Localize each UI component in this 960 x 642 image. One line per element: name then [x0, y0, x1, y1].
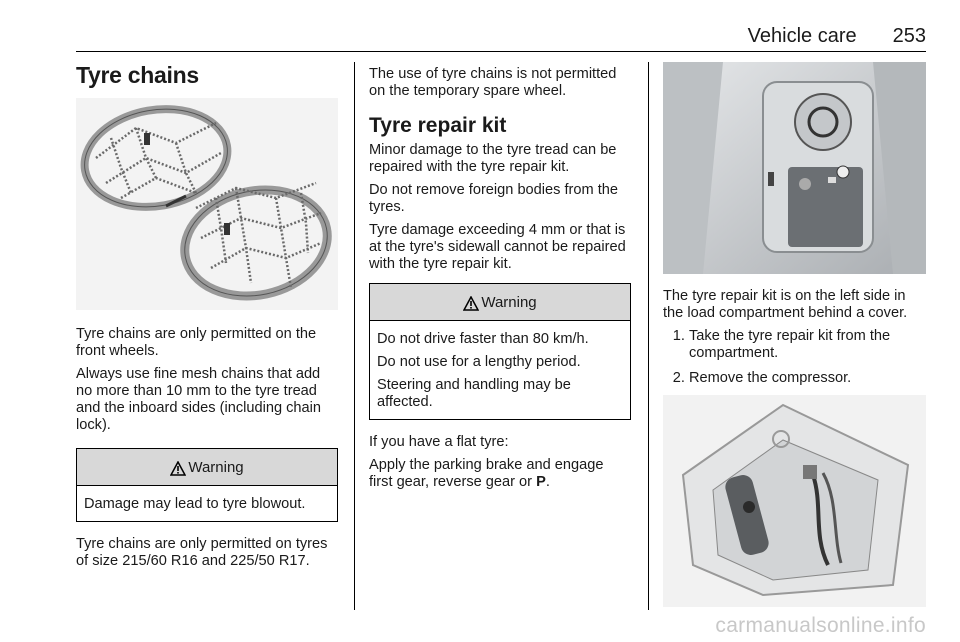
- page-header: [76, 26, 926, 52]
- warning-title: Warning: [188, 458, 244, 476]
- gear-p-label: P: [536, 474, 546, 490]
- column-1: [76, 62, 338, 576]
- paragraph: Minor damage to the tyre tread can be repaired with the tyre repair kit.: [369, 142, 617, 175]
- paragraph: [369, 457, 631, 491]
- warning-title: Warning: [481, 293, 537, 311]
- warning-header: [370, 284, 630, 321]
- section-title: Vehicle care: [747, 25, 857, 47]
- warning-box: [369, 283, 631, 420]
- tyre-repair-kit-photo: [663, 395, 926, 607]
- paragraph: Tyre chains are only permitted on the front wheels.: [76, 326, 317, 359]
- page-number: 253: [892, 25, 926, 47]
- repair-kit-drawing: [663, 395, 926, 607]
- warning-line: Do not drive faster than 80 km/h.: [377, 331, 589, 347]
- paragraph: If you have a flat tyre:: [369, 434, 509, 450]
- column-divider: [354, 62, 355, 610]
- list-item: 1. Take the tyre repair kit from the compartment.: [689, 328, 926, 362]
- warning-body: [77, 486, 337, 521]
- warning-triangle-icon: [170, 461, 186, 476]
- warning-body: [370, 321, 630, 419]
- paragraph: The use of tyre chains is not permitted on the temporary spare wheel.: [369, 66, 617, 99]
- column-2: [369, 62, 631, 497]
- warning-text: Damage may lead to tyre blowout.: [84, 496, 306, 512]
- warning-box: [76, 448, 338, 522]
- warning-triangle-icon: [463, 296, 479, 311]
- paragraph: Tyre damage exceeding 4 mm or that is at the tyre's sidewall cannot be repaired with the tyre repair kit.: [369, 222, 626, 272]
- load-compartment-photo: [663, 62, 926, 274]
- instruction-list: [663, 328, 926, 387]
- paragraph: Do not remove foreign bodies from the tyres.: [369, 182, 619, 215]
- paragraph-text: Apply the parking brake and engage first gear, reverse gear or: [369, 457, 604, 490]
- warning-header: [77, 449, 337, 486]
- warning-line: Steering and handling may be affected.: [377, 377, 571, 410]
- column-divider: [648, 62, 649, 610]
- load-compartment-drawing: [663, 62, 926, 274]
- tyre-chains-illustration: [76, 98, 338, 310]
- warning-line: Do not use for a lengthy period.: [377, 354, 581, 370]
- watermark: carmanualsonline.info: [715, 614, 926, 637]
- paragraph: Always use fine mesh chains that add no more than 10 mm to the tyre tread and the inboard sides (including chain lock).: [76, 366, 322, 433]
- paragraph: The tyre repair kit is on the left side in the load compartment behind a cover.: [663, 288, 908, 321]
- paragraph-end: .: [545, 474, 550, 490]
- paragraph: Tyre chains are only permitted on tyres of size 215/60 R16 and 225/50 R17.: [76, 536, 328, 569]
- section-heading-tyre-repair-kit: Tyre repair kit: [369, 114, 507, 137]
- column-3: [663, 62, 926, 607]
- tyre-chains-drawing: [76, 98, 338, 310]
- section-heading-tyre-chains: Tyre chains: [76, 62, 199, 88]
- list-item: 2. Remove the compressor.: [689, 370, 926, 387]
